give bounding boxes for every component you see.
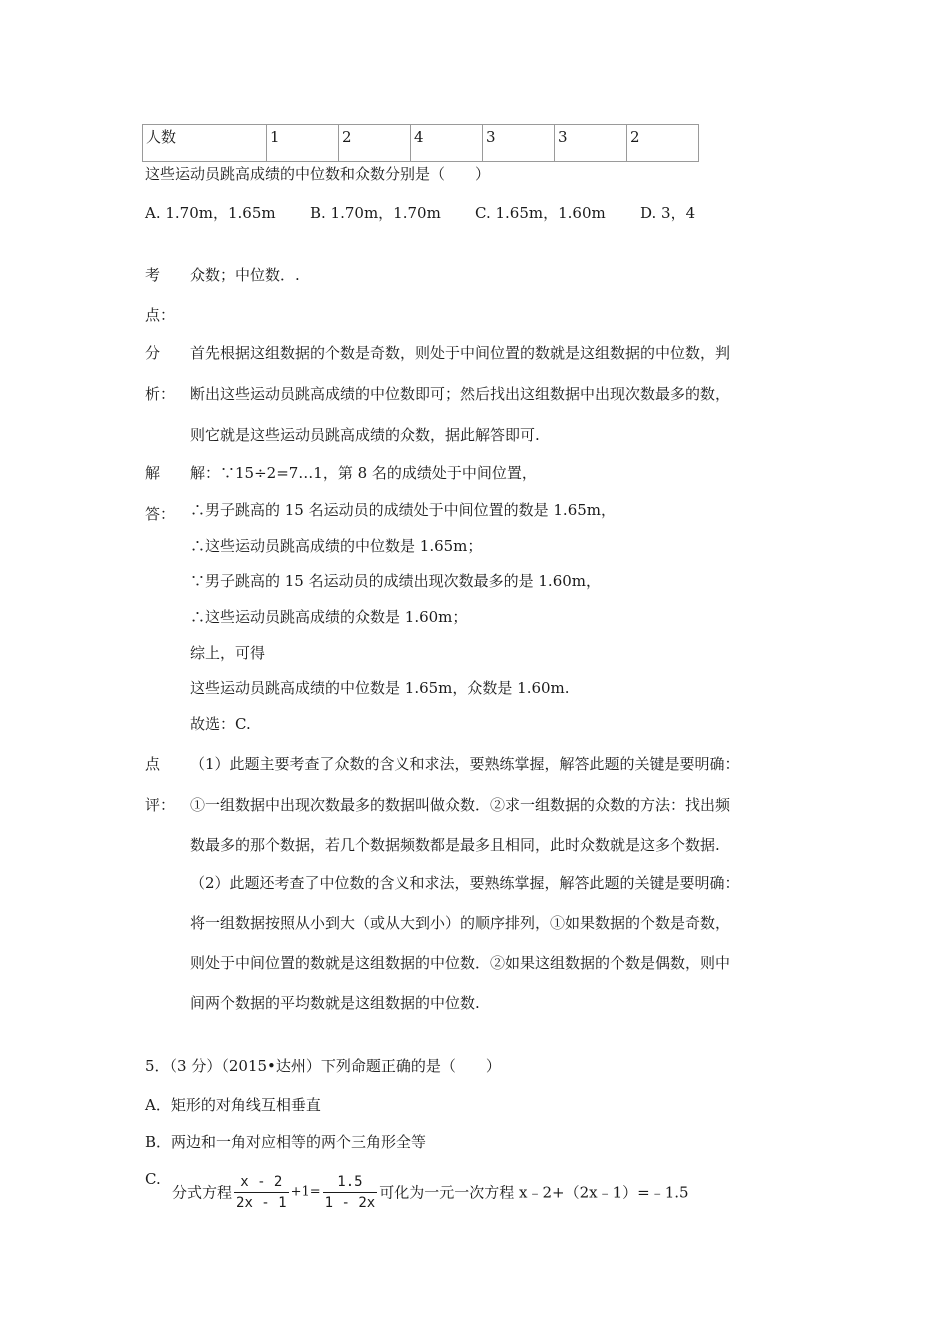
dianping-label-1: 点 <box>145 755 161 773</box>
option-a: A. 1.70m，1.65m <box>145 204 276 222</box>
fraction-1-numerator: x - 2 <box>234 1172 289 1193</box>
jieda-line: 解：∵15÷2=7…1，第 8 名的成绩处于中间位置， <box>190 464 537 482</box>
jieda-line: ∴男子跳高的 15 名运动员的成绩处于中间位置的数是 1.65m， <box>190 501 617 519</box>
option-c: C. 1.65m，1.60m <box>475 204 606 222</box>
kaodian-text: 众数；中位数．. <box>190 266 300 284</box>
jieda-line: 故选：C. <box>190 715 251 733</box>
table-cell: 3 <box>483 125 555 162</box>
jieda-label-2: 答： <box>145 505 176 523</box>
table-row <box>143 125 699 162</box>
dianping-line: （2）此题还考查了中位数的含义和求法，要熟练掌握，解答此题的关键是要明确： <box>190 874 740 892</box>
count-table <box>142 124 699 162</box>
jieda-label-1: 解 <box>145 464 161 482</box>
fraction-1 <box>234 1172 289 1213</box>
fraction-2 <box>323 1172 378 1213</box>
equation-prefix: 分式方程 <box>172 1183 233 1202</box>
fenxi-line: 首先根据这组数据的个数是奇数，则处于中间位置的数就是这组数据的中位数，判 <box>190 344 731 362</box>
fraction-2-numerator: 1.5 <box>323 1172 378 1193</box>
table-cell: 人数 <box>143 125 267 162</box>
jieda-line: 这些运动员跳高成绩的中位数是 1.65m，众数是 1.60m. <box>190 679 570 697</box>
question-text: 这些运动员跳高成绩的中位数和众数分别是（ ） <box>145 165 491 183</box>
dianping-line: ①一组数据中出现次数最多的数据叫做众数．②求一组数据的众数的方法：找出频 <box>190 796 731 814</box>
dianping-line: 数最多的那个数据，若几个数据频数都是最多且相同，此时众数就是这多个数据. <box>190 836 720 854</box>
option-b: B. 1.70m，1.70m <box>310 204 441 222</box>
dianping-line: 间两个数据的平均数就是这组数据的中位数. <box>190 994 480 1012</box>
q5-option-b: B．两边和一角对应相等的两个三角形全等 <box>145 1133 427 1151</box>
dianping-line: 将一组数据按照从小到大（或从大到小）的顺序排列，①如果数据的个数是奇数， <box>190 914 731 932</box>
q5-option-c <box>172 1172 689 1213</box>
jieda-line: ∴这些运动员跳高成绩的众数是 1.60m； <box>190 608 468 626</box>
equation-plus: +1= <box>290 1184 321 1200</box>
q5-option-a: A．矩形的对角线互相垂直 <box>145 1096 321 1114</box>
fenxi-line: 断出这些运动员跳高成绩的中位数即可；然后找出这组数据中出现次数最多的数， <box>190 385 731 403</box>
table-cell: 2 <box>339 125 411 162</box>
fraction-2-denominator: 1 - 2x <box>324 1195 376 1211</box>
dianping-label-2: 评： <box>145 796 176 814</box>
fenxi-label-1: 分 <box>145 344 161 362</box>
kaodian-label-2: 点： <box>145 306 176 324</box>
fenxi-line: 则它就是这些运动员跳高成绩的众数，据此解答即可. <box>190 426 540 444</box>
table-cell: 1 <box>267 125 339 162</box>
dianping-line: （1）此题主要考查了众数的含义和求法，要熟练掌握，解答此题的关键是要明确： <box>190 755 740 773</box>
jieda-line: ∵男子跳高的 15 名运动员的成绩出现次数最多的是 1.60m， <box>190 572 602 590</box>
jieda-line: 综上，可得 <box>190 644 266 662</box>
jieda-line: ∴这些运动员跳高成绩的中位数是 1.65m； <box>190 537 483 555</box>
kaodian-label-1: 考 <box>145 266 161 284</box>
q5-title: 5．（3 分）（2015•达州）下列命题正确的是（ ） <box>145 1057 501 1075</box>
option-d: D. 3，4 <box>640 204 696 222</box>
equation-suffix: 可化为一元一次方程 x﹣2+（2x﹣1）=﹣1.5 <box>379 1183 689 1202</box>
answer-options <box>145 202 845 226</box>
q5-option-c-label: C. <box>145 1170 161 1188</box>
table-cell: 4 <box>411 125 483 162</box>
table-cell: 3 <box>555 125 627 162</box>
table-cell: 2 <box>627 125 699 162</box>
dianping-line: 则处于中间位置的数就是这组数据的中位数．②如果这组数据的个数是偶数，则中 <box>190 954 731 972</box>
fenxi-label-2: 析： <box>145 385 176 403</box>
fraction-1-denominator: 2x - 1 <box>236 1195 287 1211</box>
